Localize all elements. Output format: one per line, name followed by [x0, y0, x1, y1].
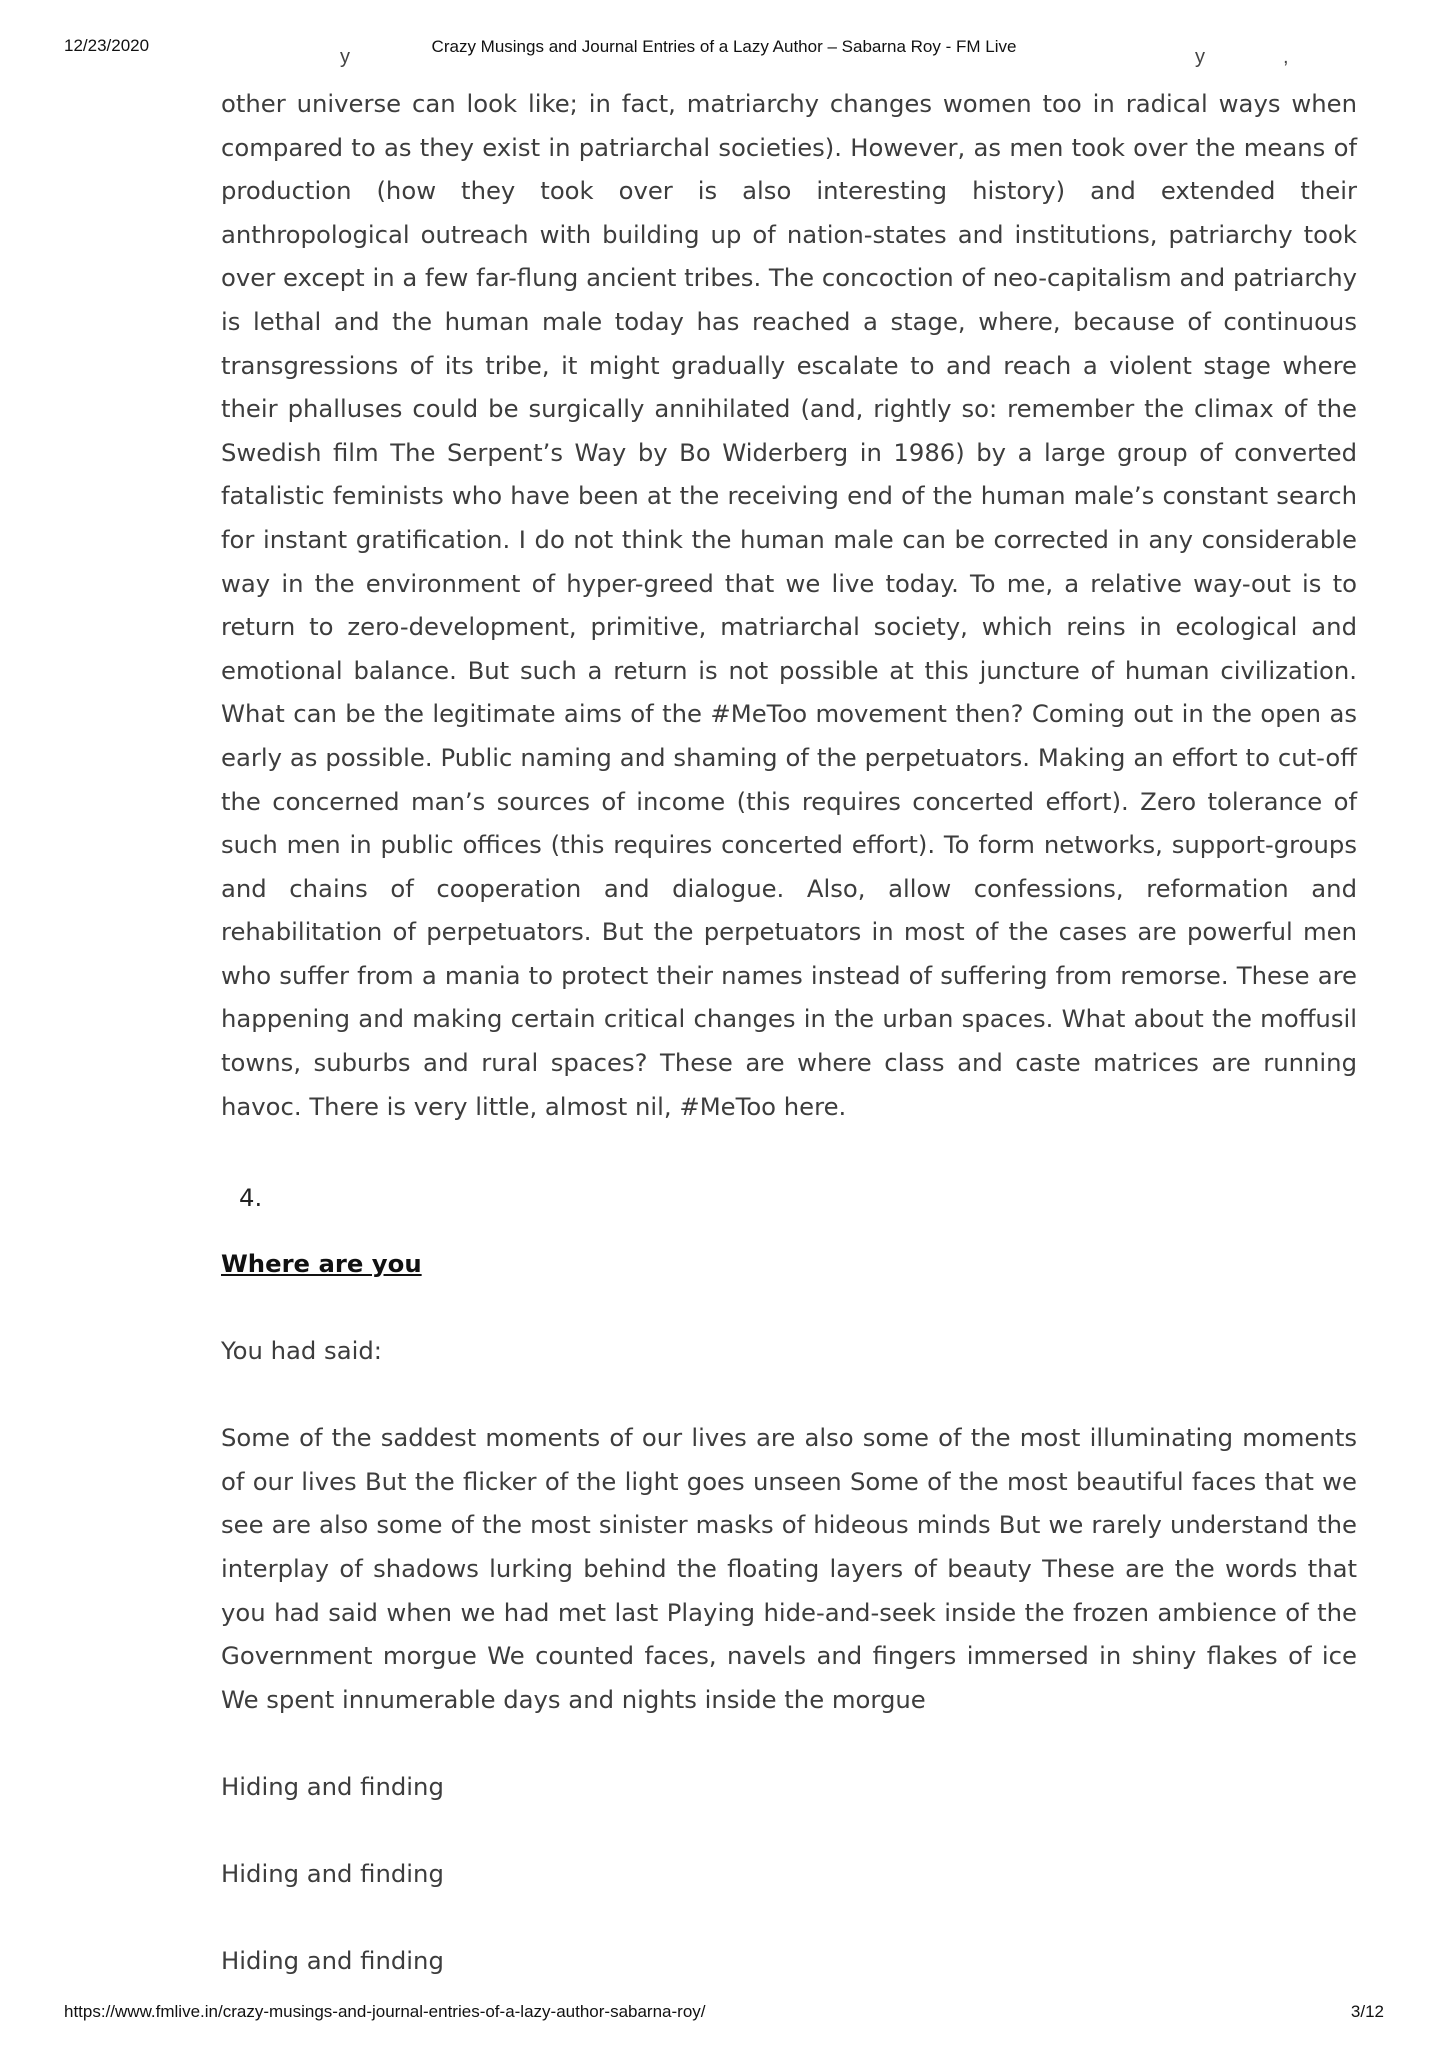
page-url: https://www.fmlive.in/crazy-musings-and-journal-entries-of-a-lazy-author-sabarna-roy/: [64, 2002, 706, 2021]
section-heading: Where are you: [221, 1248, 422, 1278]
section-number: 4.: [239, 1183, 263, 1213]
body-paragraph: other universe can look like; in fact, matriarchy changes women too in radical ways when compared to as they exist in patriarchal societies). However, as men took over the means of production (how they took over is also interesting history) and extended their anthropological outreach with building up of nation-states and institutions, patriarchy took over except in a few far-flung ancient tribes. The concoction of neo-capitalism and patriarchy is lethal and the human male today has reached a stage, where, because of continuous transgressions of its tribe, it might gradually escalate to and reach a violent stage where their phalluses could be surgically annihilated (and, rightly so: remember the climax of the Swedish film The Serpent’s Way by Bo Widerberg in 1986) by a large group of converted fatalistic feminists who have been at the receiving end of the human male’s constant search for instant gratification. I do not think the human male can be corrected in any considerable way in the environment of hyper-greed that we live today. To me, a relative way-out is to return to zero-development, primitive, matriarchal society, which reins in ecological and emotional balance. But such a return is not possible at this juncture of human civilization. What can be the legitimate aims of the #MeToo movement then? Coming out in the open as early as possible. Public naming and shaming of the perpetuators. Making an effort to cut-off the concerned man’s sources of income (this requires concerted effort). Zero tolerance of such men in public offices (this requires concerted effort). To form networks, support-groups and chains of cooperation and dialogue. Also, allow confessions, reformation and rehabilitation of perpetuators. But the perpetuators in most of the cases are powerful men who suffer from a mania to protect their names instead of suffering from remorse. These are happening and making certain critical changes in the urban spaces. What about the moffusil towns, suburbs and rural spaces? These are where class and caste matrices are running havoc. There is very little, almost nil, #MeToo here.: [221, 89, 1357, 1121]
clipped-previous-line: y y ,: [340, 46, 1289, 68]
intro-line: You had said:: [221, 1336, 382, 1366]
refrain-line: Hiding and finding: [221, 1771, 444, 1801]
article-body: [221, 82, 1357, 1983]
page-number: 3/12: [1350, 2002, 1384, 2021]
print-date: 12/23/2020: [64, 36, 150, 55]
poem-paragraph: Some of the saddest moments of our lives are also some of the most illuminating moments of our lives But the flicker of the light goes unseen Some of the most beautiful faces that we see are also some of the most sinister masks of hideous minds But we rarely understand the interplay of shadows lurking behind the floating layers of beauty These are the words that you had said when we had met last Playing hide-and-seek inside the frozen ambience of the Government morgue We counted faces, navels and fingers immersed in shiny flakes of ice We spent innumerable days and nights inside the morgue: [221, 1423, 1357, 1714]
page-title: Crazy Musings and Journal Entries of a Lazy Author – Sabarna Roy - FM Live: [431, 37, 1017, 56]
refrain-line: Hiding and finding: [221, 1946, 444, 1976]
refrain-line: Hiding and finding: [221, 1859, 444, 1889]
